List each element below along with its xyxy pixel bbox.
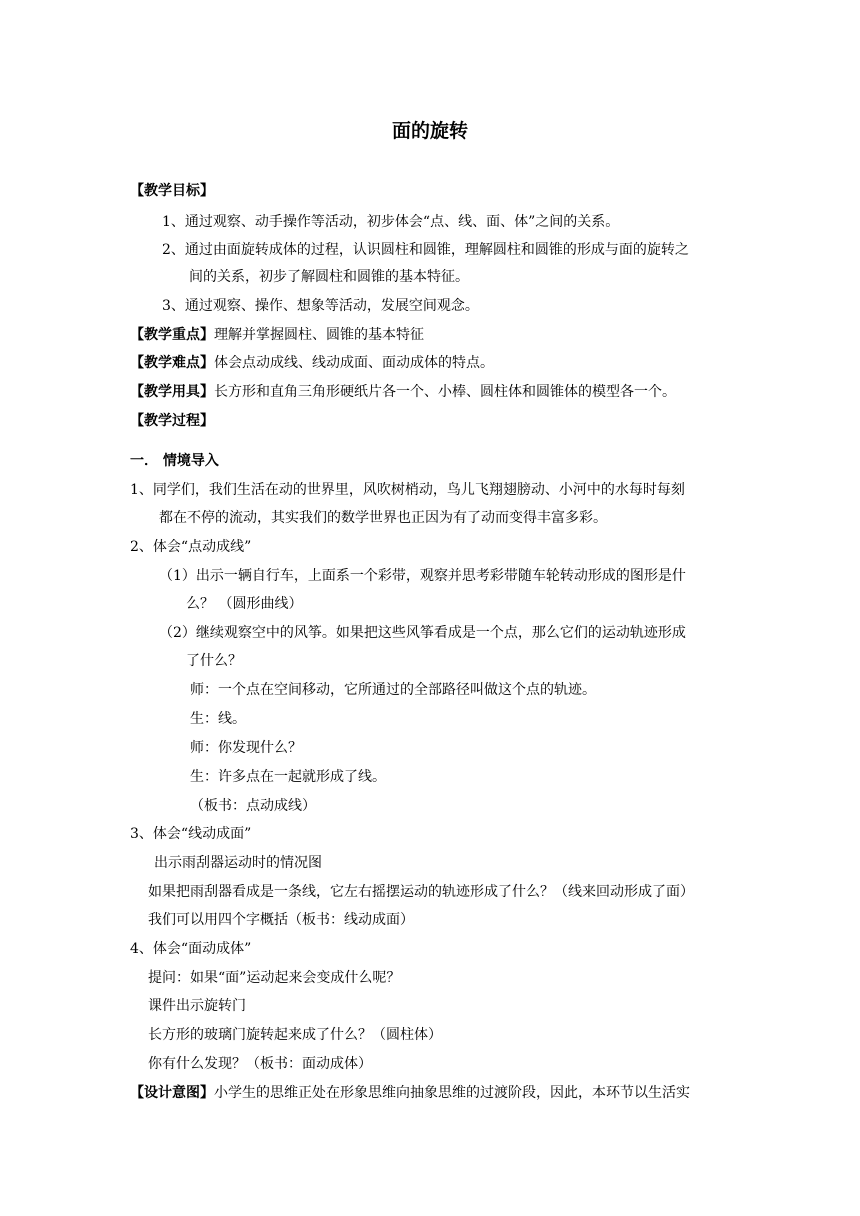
paragraph-1-line-2: 都在不停的流动，其实我们的数学世界也正因为有了动而变得丰富多彩。	[159, 510, 607, 526]
paragraph-2-heading: 2、体会“点动成线”	[130, 539, 252, 555]
paragraph-3-heading: 3、体会“线动成面”	[130, 826, 252, 842]
teaching-difficulty-text: 体会点动成线、线动成面、面动成体的特点。	[214, 355, 494, 371]
section-1-heading: 一． 情境导入	[130, 453, 219, 469]
paragraph-3-line-3: 我们可以用四个字概括（板书：线动成面）	[148, 912, 414, 928]
paragraph-4-line-3: 长方形的玻璃门旋转起来成了什么？（圆柱体）	[148, 1027, 442, 1043]
teaching-tools-text: 长方形和直角三角形硬纸片各一个、小棒、圆柱体和圆锥体的模型各一个。	[214, 384, 676, 400]
page-title: 面的旋转	[391, 120, 468, 142]
objective-2-line-2: 间的关系，初步了解圆柱和圆锥的基本特征。	[189, 269, 469, 285]
teaching-focus	[130, 325, 424, 345]
dialogue-line-4: 生：许多点在一起就形成了线。	[190, 769, 386, 785]
board-note-1: （板书：点动成线）	[190, 798, 316, 814]
objective-2-line-1: 2、通过由面旋转成体的过程，认识圆柱和圆锥，理解圆柱和圆锥的形成与面的旋转之	[162, 242, 689, 258]
teaching-tools-label: 【教学用具】	[130, 384, 214, 400]
paragraph-2-sub-1-line-2: 么？ （圆形曲线）	[186, 596, 303, 612]
paragraph-2-sub-1-line-1: （1）出示一辆自行车，上面系一个彩带，观察并思考彩带随车轮转动形成的图形是什	[159, 568, 686, 584]
teaching-focus-label: 【教学重点】	[130, 327, 214, 343]
paragraph-2-sub-2-line-1: （2）继续观察空中的风筝。如果把这些风筝看成是一个点，那么它们的运动轨迹形成	[159, 625, 686, 641]
paragraph-4-line-4: 你有什么发现？（板书：面动成体）	[148, 1056, 372, 1072]
design-intent	[130, 1083, 690, 1103]
process-heading: 【教学过程】	[130, 413, 214, 429]
teaching-focus-text: 理解并掌握圆柱、圆锥的基本特征	[214, 327, 424, 343]
paragraph-4-heading: 4、体会“面动成体”	[130, 941, 252, 957]
paragraph-2-sub-2-line-2: 了什么？	[186, 653, 242, 669]
paragraph-4-line-2: 课件出示旋转门	[148, 998, 246, 1014]
objective-1: 1、通过观察、动手操作等活动，初步体会“点、线、面、体”之间的关系。	[162, 214, 620, 230]
paragraph-3-line-2: 如果把雨刮器看成是一条线，它左右摇摆运动的轨迹形成了什么？（线来回动形成了面）	[148, 884, 694, 900]
objectives-heading: 【教学目标】	[130, 183, 214, 199]
teaching-difficulty-label: 【教学难点】	[130, 355, 214, 371]
dialogue-line-1: 师：一个点在空间移动，它所通过的全部路径叫做这个点的轨迹。	[190, 682, 596, 698]
teaching-tools	[130, 382, 676, 402]
dialogue-line-3: 师：你发现什么？	[190, 740, 302, 756]
design-intent-label: 【设计意图】	[130, 1085, 214, 1101]
paragraph-4-line-1: 提问：如果“面”运动起来会变成什么呢？	[148, 970, 401, 986]
dialogue-line-2: 生：线。	[190, 711, 246, 727]
paragraph-3-line-1: 出示雨刮器运动时的情况图	[154, 855, 322, 871]
teaching-difficulty	[130, 353, 494, 373]
design-intent-text: 小学生的思维正处在形象思维向抽象思维的过渡阶段，因此，本环节以生活实	[214, 1085, 690, 1101]
paragraph-1-line-1: 1、同学们，我们生活在动的世界里，风吹树梢动，鸟儿飞翔翅膀动、小河中的水每时每刻	[130, 482, 685, 498]
objective-3: 3、通过观察、操作、想象等活动，发展空间观念。	[162, 298, 479, 314]
